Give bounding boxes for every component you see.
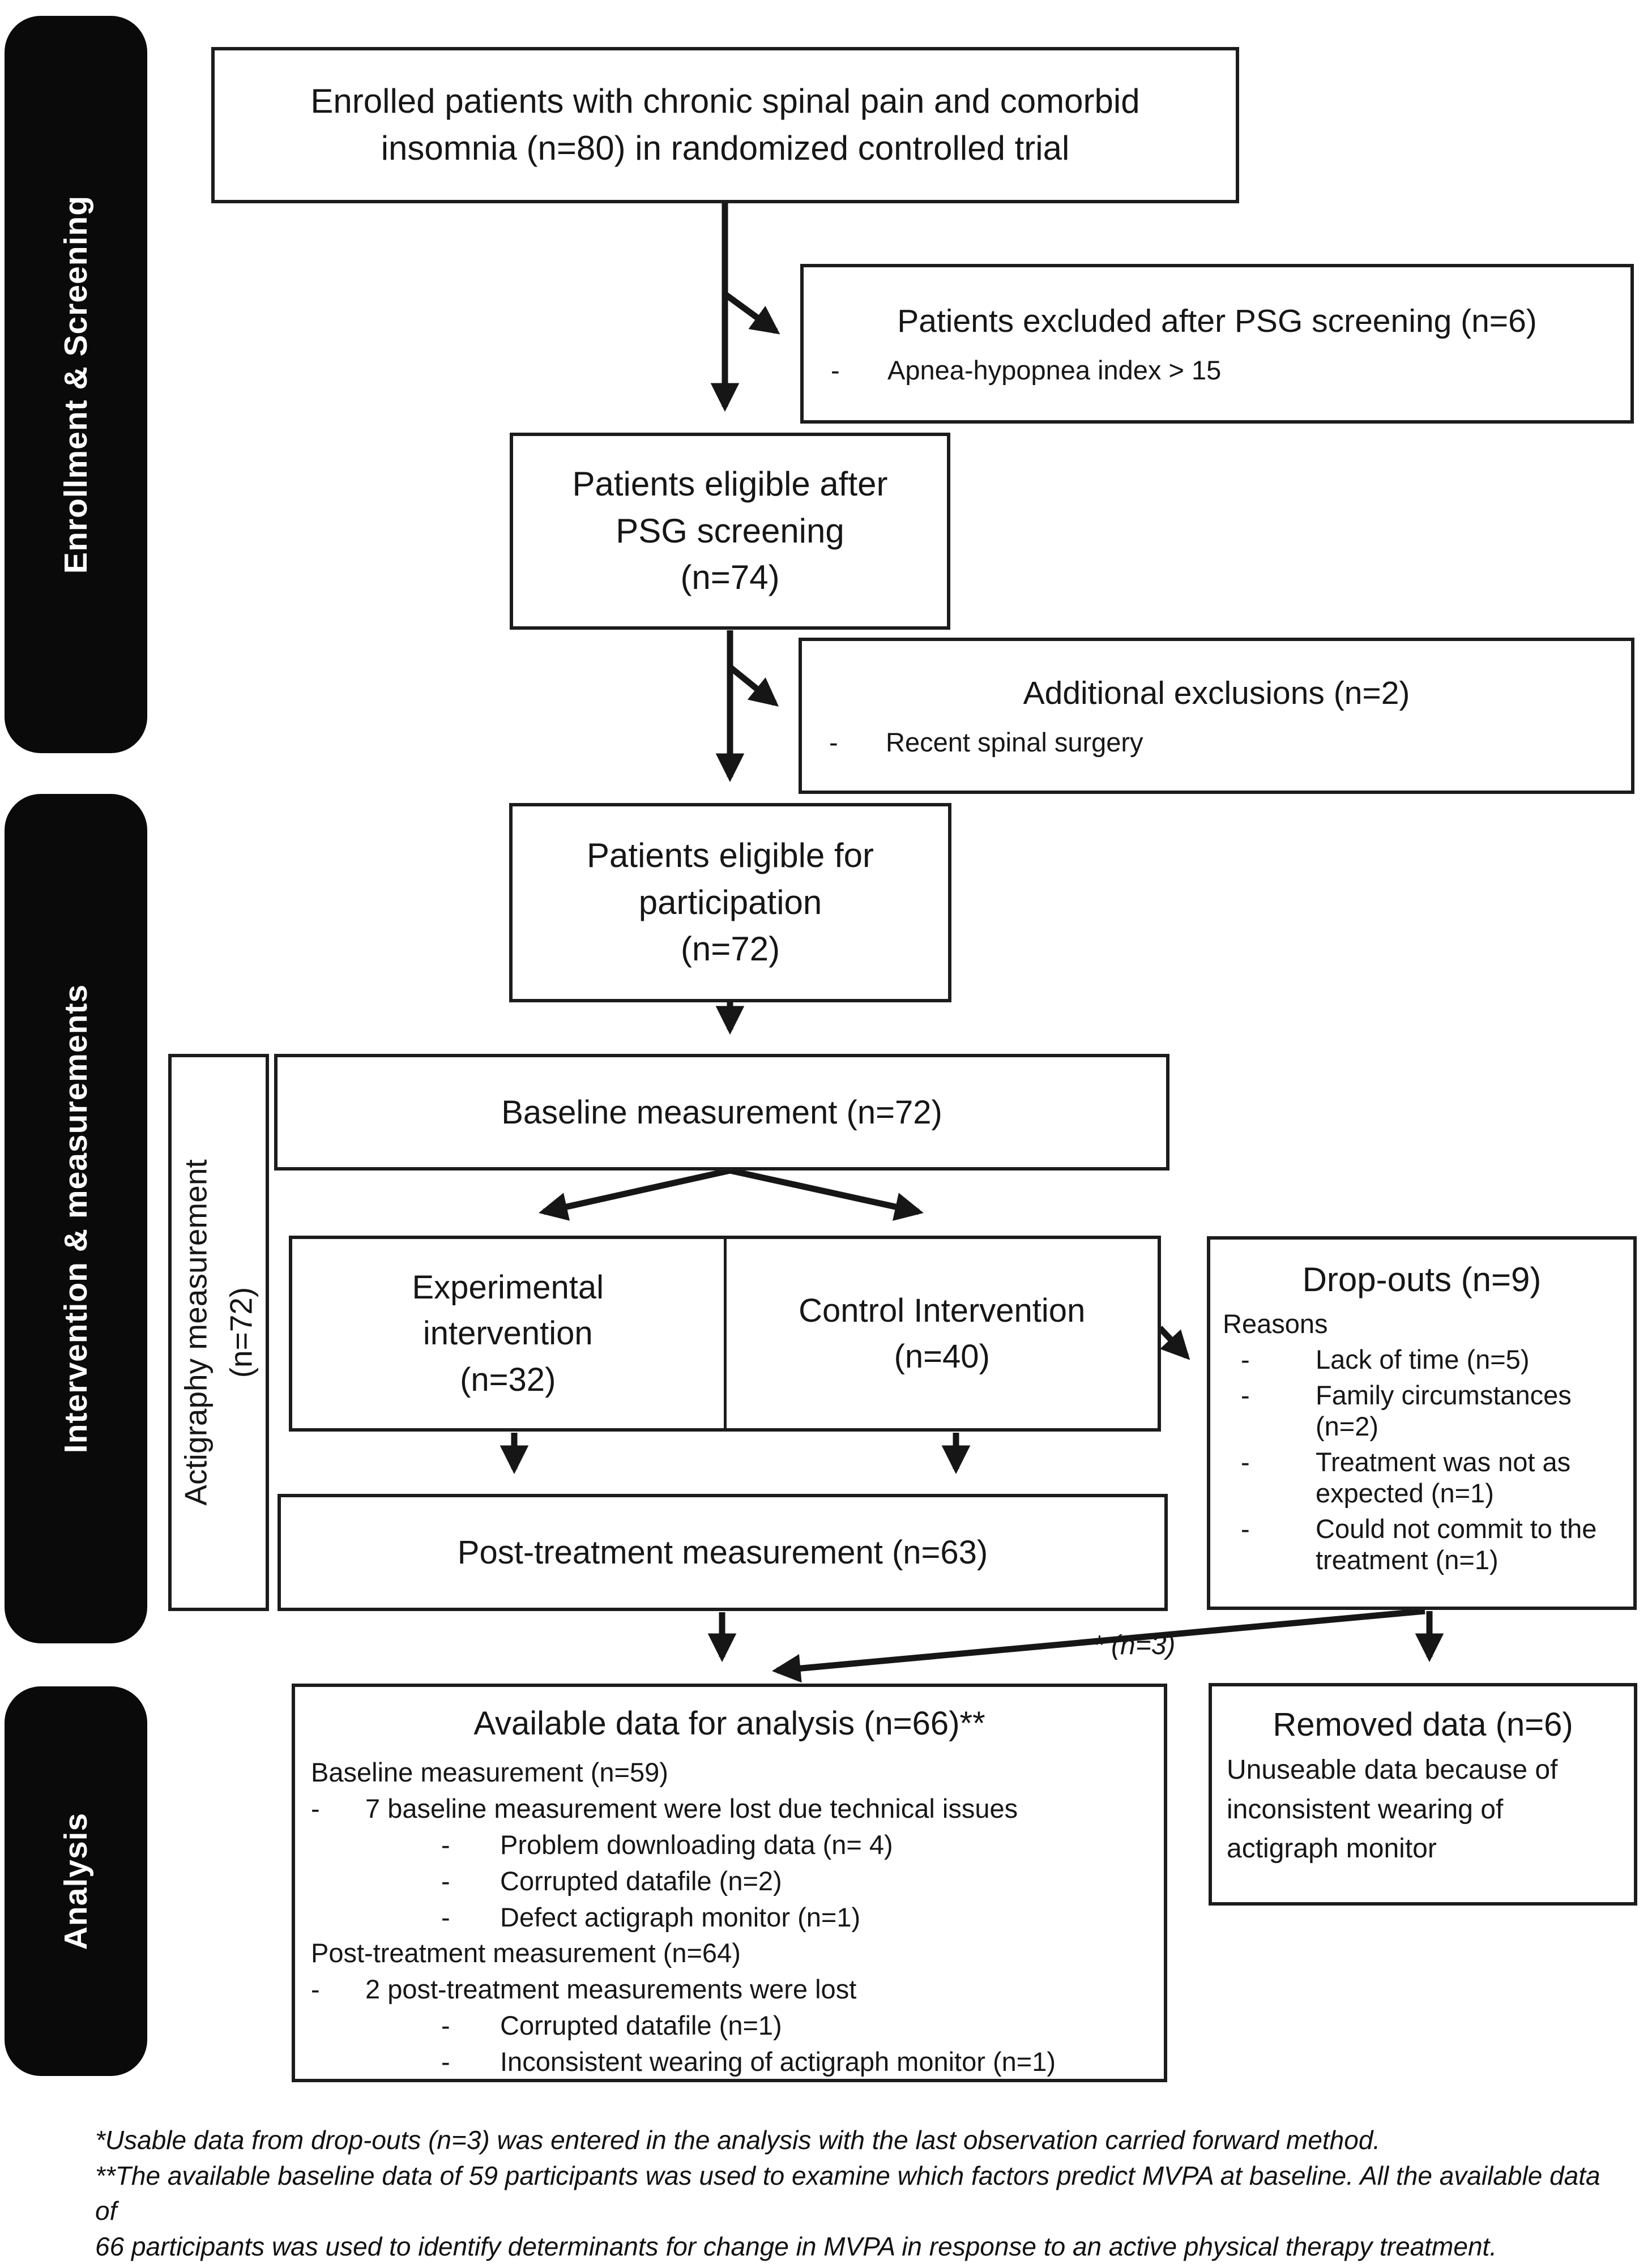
footnotes xyxy=(95,2122,1602,2264)
arrow-branch-excluded xyxy=(725,294,776,331)
bullet-dash: - xyxy=(311,1793,320,1823)
box-enrolled xyxy=(211,47,1239,203)
excluded-title: Patients excluded after PSG screening (n=6) xyxy=(897,302,1537,339)
removed-body: Unuseable data because of inconsistent wearing of actigraph monitor xyxy=(1227,1755,1558,1864)
box-dropouts xyxy=(1207,1236,1637,1610)
psg-line-2: PSG screening xyxy=(616,511,844,550)
cell-control-intervention xyxy=(727,1239,1158,1428)
cell-experimental-intervention xyxy=(292,1239,727,1428)
dropouts-subtitle: Reasons xyxy=(1223,1309,1328,1339)
baseline-title: Baseline measurement (n=72) xyxy=(501,1093,942,1131)
control-line-1: Control Intervention xyxy=(799,1292,1086,1329)
bullet-dash: - xyxy=(1241,1514,1250,1544)
arrow-baseline-to-control xyxy=(730,1171,919,1212)
eligible-line-2: participation xyxy=(638,883,822,921)
bullet-dash: - xyxy=(441,1902,450,1932)
available-baseline-heading: Baseline measurement (n=59) xyxy=(311,1757,668,1787)
stage-enrollment-screening xyxy=(5,16,147,753)
control-line-2: (n=40) xyxy=(894,1338,990,1375)
box-excluded-psg xyxy=(800,264,1634,424)
footnote-line-3: 66 participants was used to identify determinants for change in MVPA in response to an active physical therapy treatment. xyxy=(95,2231,1497,2261)
available-baseline-sub-3: Defect actigraph monitor (n=1) xyxy=(500,1902,861,1932)
dropouts-bullet-3: Treatment was not as expected (n=1) xyxy=(1316,1447,1571,1508)
box-removed-data xyxy=(1209,1683,1637,1906)
dropouts-bullet-1: Lack of time (n=5) xyxy=(1316,1344,1530,1374)
arrow-control-to-dropouts xyxy=(1160,1328,1186,1356)
footnote-line-1: *Usable data from drop-outs (n=3) was entered in the analysis with the last observation carried forward method. xyxy=(95,2125,1381,2155)
bullet-dash: - xyxy=(1241,1344,1250,1374)
bullet-dash: - xyxy=(441,1865,450,1896)
stage-analysis xyxy=(5,1686,147,2076)
eligible-line-3: (n=72) xyxy=(680,930,780,968)
box-psg-eligible xyxy=(510,433,950,630)
stage-intervention-measurements xyxy=(5,794,147,1643)
stage-label-enrollment: Enrollment & Screening xyxy=(58,195,94,574)
box-post-treatment xyxy=(278,1494,1168,1611)
available-title: Available data for analysis (n=66)** xyxy=(473,1705,985,1742)
arrow-branch-additional-exclusions xyxy=(730,667,775,703)
footnote-line-2: **The available baseline data of 59 participants was used to examine which factors predict MVPA at baseline. All the available data of xyxy=(95,2160,1600,2226)
box-available-data xyxy=(292,1684,1167,2082)
arrow-baseline-to-experimental xyxy=(544,1171,730,1212)
bullet-dash: - xyxy=(441,1829,450,1860)
dropouts-bullet-2: Family circumstances (n=2) xyxy=(1316,1380,1572,1441)
available-post-sub-1: Corrupted datafile (n=1) xyxy=(500,2010,782,2041)
experimental-line-1: Experimental xyxy=(412,1269,604,1306)
excluded-bullet-1: Apnea-hypopnea index > 15 xyxy=(887,354,1222,385)
box-actigraphy-measurement xyxy=(168,1054,269,1611)
dropouts-title: Drop-outs (n=9) xyxy=(1302,1261,1542,1298)
box-baseline-measurement xyxy=(274,1054,1169,1171)
actigraphy-line-1: Actigraphy measurement xyxy=(178,1159,214,1506)
experimental-line-3: (n=32) xyxy=(460,1361,556,1398)
enrolled-line-2: insomnia (n=80) in randomized controlled trial xyxy=(381,129,1070,167)
bullet-dash: - xyxy=(831,354,840,385)
actigraphy-line-2: (n=72) xyxy=(223,1287,258,1378)
experimental-line-2: intervention xyxy=(422,1315,593,1352)
available-post-heading: Post-treatment measurement (n=64) xyxy=(311,1938,741,1968)
dropout-carry-note: * (n=3) xyxy=(1093,1630,1176,1660)
post-treatment-title: Post-treatment measurement (n=63) xyxy=(457,1534,988,1571)
psg-line-1: Patients eligible after xyxy=(572,464,888,503)
available-baseline-sub-2: Corrupted datafile (n=2) xyxy=(500,1865,782,1896)
additional-exclusions-title: Additional exclusions (n=2) xyxy=(1023,674,1410,711)
eligible-line-1: Patients eligible for xyxy=(587,836,874,874)
enrolled-line-1: Enrolled patients with chronic spinal pain and comorbid xyxy=(310,82,1140,121)
bullet-dash: - xyxy=(1241,1447,1250,1477)
box-additional-exclusions xyxy=(799,638,1634,794)
available-post-sub-2: Inconsistent wearing of actigraph monitor (n=1) xyxy=(500,2047,1056,2077)
box-eligible-participation xyxy=(509,803,951,1002)
stage-label-intervention: Intervention & measurements xyxy=(58,984,94,1454)
psg-line-3: (n=74) xyxy=(680,558,780,597)
box-interventions xyxy=(289,1236,1161,1432)
dropouts-bullet-4: Could not commit to the treatment (n=1) xyxy=(1316,1514,1597,1575)
bullet-dash: - xyxy=(311,1974,320,2005)
available-post-bullet: 2 post-treatment measurements were lost xyxy=(365,1974,857,2005)
bullet-dash: - xyxy=(441,2010,450,2041)
bullet-dash: - xyxy=(829,727,838,757)
stage-label-analysis: Analysis xyxy=(58,1812,94,1950)
available-baseline-sub-1: Problem downloading data (n= 4) xyxy=(500,1829,893,1860)
removed-title: Removed data (n=6) xyxy=(1273,1706,1573,1743)
additional-exclusions-bullet-1: Recent spinal surgery xyxy=(886,727,1143,757)
bullet-dash: - xyxy=(1241,1380,1250,1410)
bullet-dash: - xyxy=(441,2047,450,2077)
available-baseline-bullet: 7 baseline measurement were lost due technical issues xyxy=(365,1793,1018,1823)
